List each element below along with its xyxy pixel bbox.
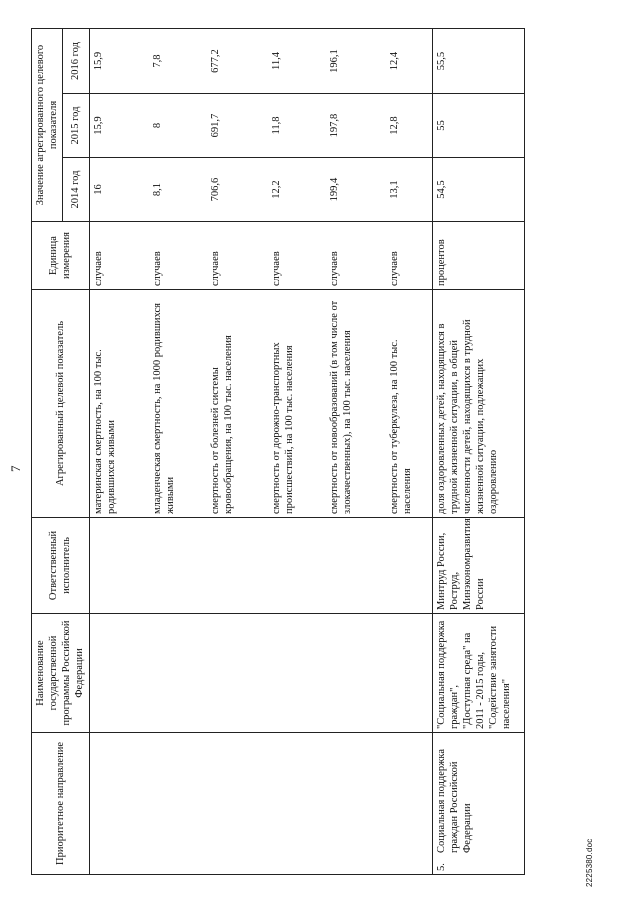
indicator-cell: младенческая смертность, на 1000 родившихся живыми xyxy=(149,290,207,518)
direction-cell xyxy=(432,733,524,875)
header-value-group: Значение агрегированного целевого показателя xyxy=(32,29,63,222)
value-2016: 55,5 xyxy=(432,29,524,94)
unit-cell: случаев xyxy=(89,222,149,290)
program-3: "Содействие занятости населения" xyxy=(488,625,513,729)
value-2015: 15,9 xyxy=(89,94,149,158)
value-2015: 691,7 xyxy=(207,94,268,158)
table-row xyxy=(89,29,149,875)
header-year-2016: 2016 год xyxy=(63,29,89,94)
unit-cell: случаев xyxy=(326,222,386,290)
indicator-cell: материнская смертность, на 100 тыс. родившихся живыми xyxy=(89,290,149,518)
value-2016: 7,8 xyxy=(149,29,207,94)
header-year-2014: 2014 год xyxy=(63,158,89,222)
unit-cell: случаев xyxy=(207,222,268,290)
header-program: Наименование государственной программы Российской Федерации xyxy=(32,614,90,733)
value-2015: 55 xyxy=(432,94,524,158)
indicator-cell: смертность от дорожно-транспортных происшествий, на 100 тыс. населения xyxy=(268,290,326,518)
document-code: 2225380.doc xyxy=(585,838,594,887)
unit-cell: случаев xyxy=(149,222,207,290)
value-2014: 8,1 xyxy=(149,158,207,222)
unit-cell: процентов xyxy=(432,222,524,290)
header-year-2015: 2015 год xyxy=(63,94,89,158)
unit-cell: случаев xyxy=(268,222,326,290)
value-2015: 11,8 xyxy=(268,94,326,158)
value-2015: 12,8 xyxy=(386,94,432,158)
value-2014: 16 xyxy=(89,158,149,222)
header-indicator: Агрегированный целевой показатель xyxy=(32,290,90,518)
value-2014: 13,1 xyxy=(386,158,432,222)
table-row-section-5 xyxy=(432,29,524,875)
value-2016: 11,4 xyxy=(268,29,326,94)
section-number: 5. xyxy=(435,863,447,871)
value-2016: 15,9 xyxy=(89,29,149,94)
value-2015: 197,8 xyxy=(326,94,386,158)
executor-cell: Минтруд России, Роструд, Минэкономразвития России xyxy=(432,518,524,614)
header-executor: Ответственный исполнитель xyxy=(32,518,90,614)
program-2: "Доступная среда" на 2011 - 2015 годы, xyxy=(461,632,486,729)
unit-cell: случаев xyxy=(386,222,432,290)
program-1: "Социальная поддержка граждан", xyxy=(435,620,460,729)
indicators-table xyxy=(31,28,525,875)
direction-text: Социальная поддержка граждан Российской Федерации xyxy=(435,748,473,853)
page-number: 7 xyxy=(8,465,23,472)
value-2014: 54,5 xyxy=(432,158,524,222)
empty-cell xyxy=(89,518,432,614)
value-2014: 12,2 xyxy=(268,158,326,222)
indicator-cell: смертность от туберкулеза, на 100 тыс. населения xyxy=(386,290,432,518)
indicator-cell: смертность от новообразований (в том числе от злокачественных), на 100 тыс. населения xyxy=(326,290,386,518)
value-2016: 196,1 xyxy=(326,29,386,94)
value-2015: 8 xyxy=(149,94,207,158)
header-direction: Приоритетное направление xyxy=(32,733,90,875)
empty-cell xyxy=(89,733,432,875)
value-2014: 199,4 xyxy=(326,158,386,222)
indicator-cell: доля оздоровленных детей, находящихся в трудной жизненной ситуации, в общей численности детей, находящихся в трудной жизненной ситуации, подлежащих оздоровлению xyxy=(432,290,524,518)
empty-cell xyxy=(89,614,432,733)
indicator-cell: смертность от болезней системы кровообращения, на 100 тыс. населения xyxy=(207,290,268,518)
header-unit: Единица измерения xyxy=(32,222,90,290)
value-2016: 677,2 xyxy=(207,29,268,94)
program-cell xyxy=(432,614,524,733)
value-2016: 12,4 xyxy=(386,29,432,94)
value-2014: 706,6 xyxy=(207,158,268,222)
